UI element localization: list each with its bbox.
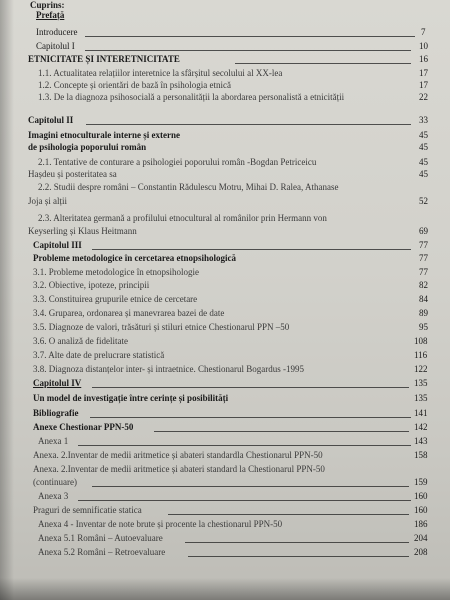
page-number: 17: [419, 80, 428, 90]
page-bottom-shadow: [0, 578, 450, 600]
page-number: 52: [419, 196, 428, 206]
toc-entry: de psihologia poporului român: [28, 142, 147, 152]
leader-line: [86, 124, 411, 125]
toc-entry: Un model de investigație între cerințe și posibilități: [33, 393, 229, 403]
page-number: 45: [419, 142, 428, 152]
toc-entry: 3.6. O analiză de fidelitate: [33, 336, 128, 346]
page-number: 45: [419, 157, 428, 167]
page-number: 82: [419, 280, 428, 290]
leader-line: [92, 249, 411, 250]
toc-entry: 3.7. Alte date de prelucrare statistică: [33, 350, 165, 360]
page-number: 142: [414, 422, 428, 432]
page-number: 33: [419, 115, 428, 125]
toc-entry: 2.1. Tentative de conturare a psihologiei poporului român -Bogdan Petriceicu: [38, 157, 317, 167]
toc-entry: Praguri de semnificatie statica: [33, 505, 142, 515]
toc-entry: Anexe Chestionar PPN-50: [33, 422, 134, 432]
page-number: 159: [414, 477, 428, 487]
toc-entry: Imagini etnoculturale interne și externe: [28, 130, 180, 140]
leader-line: [85, 50, 411, 51]
leader-line: [78, 445, 411, 446]
page-number: 116: [414, 350, 428, 360]
toc-entry: Anexa 3: [38, 491, 69, 501]
toc-entry: Joja și alții: [28, 196, 67, 206]
page-number: 7: [421, 27, 426, 37]
page-number: 16: [419, 54, 428, 64]
page-number: 122: [414, 364, 428, 374]
page-number: 89: [419, 308, 428, 318]
page-number: 143: [414, 436, 428, 446]
page-number: 95: [419, 322, 428, 332]
toc-entry: 2.3. Alteritatea germană a profilului etnocultural al românilor prin Hermann von: [38, 213, 327, 223]
toc-entry: 1.2. Concepte și orientări de bază în psihologia etnică: [38, 80, 231, 90]
page-number: 10: [419, 41, 428, 51]
toc-entry: 3.5. Diagnoze de valori, trăsături și stiluri etnice Chestionarul PPN –50: [33, 322, 290, 332]
toc-entry: Probleme metodologice în cercetarea etnopsihologică: [33, 253, 236, 263]
page-number: 84: [419, 294, 428, 304]
page-number: 77: [419, 253, 428, 263]
page-gutter-shadow: [0, 0, 14, 600]
toc-entry: Anexa. 2.Inventar de medii aritmetice și abateri standardla Chestionarul PPN-50: [33, 450, 323, 460]
toc-entry: Capitolul IV: [33, 378, 82, 388]
page-number: 208: [414, 547, 428, 557]
toc-entry: Capitolul I: [36, 41, 75, 51]
page-number: 204: [414, 533, 428, 543]
toc-entry: Anexa 4 - Inventar de note brute și procente la chestionarul PPN-50: [38, 519, 283, 529]
leader-line: [188, 556, 409, 557]
page-number: 77: [419, 240, 428, 250]
leader-line: [92, 387, 409, 388]
leader-line: [90, 417, 411, 418]
page-number: 158: [414, 450, 428, 460]
page-number: 69: [419, 226, 428, 236]
toc-entry: Hașdeu și posteritatea sa: [28, 169, 117, 179]
toc-entry: 3.8. Diagnoza distanțelor inter- și intraetnice. Chestionarul Bogardus -1995: [33, 364, 305, 374]
leader-line: [78, 500, 411, 501]
leader-line: [185, 542, 409, 543]
toc-entry: 1.1. Actualitatea relațiilor interetnice la sfârșitul secolului al XX-lea: [38, 68, 283, 78]
page-number: 45: [419, 169, 428, 179]
toc-entry: Anexa. 2.Inventar de medii aritmetice și abateri standard la Chestionarul PPN-50: [33, 464, 325, 474]
toc-entry: Capitolul II: [28, 115, 74, 125]
toc-entry: Capitolul III: [33, 240, 82, 250]
leader-line: [85, 36, 415, 37]
toc-entry: Bibliografie: [33, 408, 79, 418]
leader-line: [168, 514, 409, 515]
toc-entry: Introducere: [36, 27, 78, 37]
toc-entry: 3.4. Gruparea, ordonarea și manevrarea bazei de date: [33, 308, 225, 318]
toc-entry: Anexa 5.1 Români – Autoevaluare: [38, 533, 163, 543]
toc-entry: 1.3. De la diagnoza psihosocială a personalității la abordarea personalistă a etnicității: [38, 92, 345, 102]
toc-entry: (continuare): [33, 477, 77, 487]
leader-line: [154, 431, 409, 432]
toc-entry: Anexa 5.2 Români – Retroevaluare: [38, 547, 166, 557]
page-number: 186: [414, 519, 428, 529]
toc-heading: Cuprins:: [30, 0, 65, 10]
page-number: 22: [419, 92, 428, 102]
toc-entry: Keyserling și Klaus Heitmann: [28, 226, 137, 236]
page-number: 108: [414, 336, 428, 346]
page-number: 45: [419, 130, 428, 140]
toc-entry: 3.2. Obiective, ipoteze, principii: [33, 280, 150, 290]
page-number: 135: [414, 393, 428, 403]
page-number: 160: [414, 491, 428, 501]
page-number: 141: [414, 408, 428, 418]
toc-entry: 2.2. Studii despre români – Constantin Rădulescu Motru, Mihai D. Ralea, Athanase: [38, 182, 339, 192]
toc-entry: Anexa 1: [38, 436, 69, 446]
toc-entry: Prefață: [36, 10, 65, 20]
leader-line: [92, 486, 409, 487]
toc-entry: 3.1. Probleme metodologice în etnopsihologie: [33, 267, 199, 277]
leader-line: [235, 63, 411, 64]
page-number: 160: [414, 505, 428, 515]
page-number: 135: [414, 378, 428, 388]
page-number: 77: [419, 267, 428, 277]
toc-entry: ETNICITATE ȘI INTERETNICITATE: [28, 54, 180, 64]
page-number: 17: [419, 68, 428, 78]
toc-entry: 3.3. Constituirea grupurile etnice de cercetare: [33, 294, 198, 304]
